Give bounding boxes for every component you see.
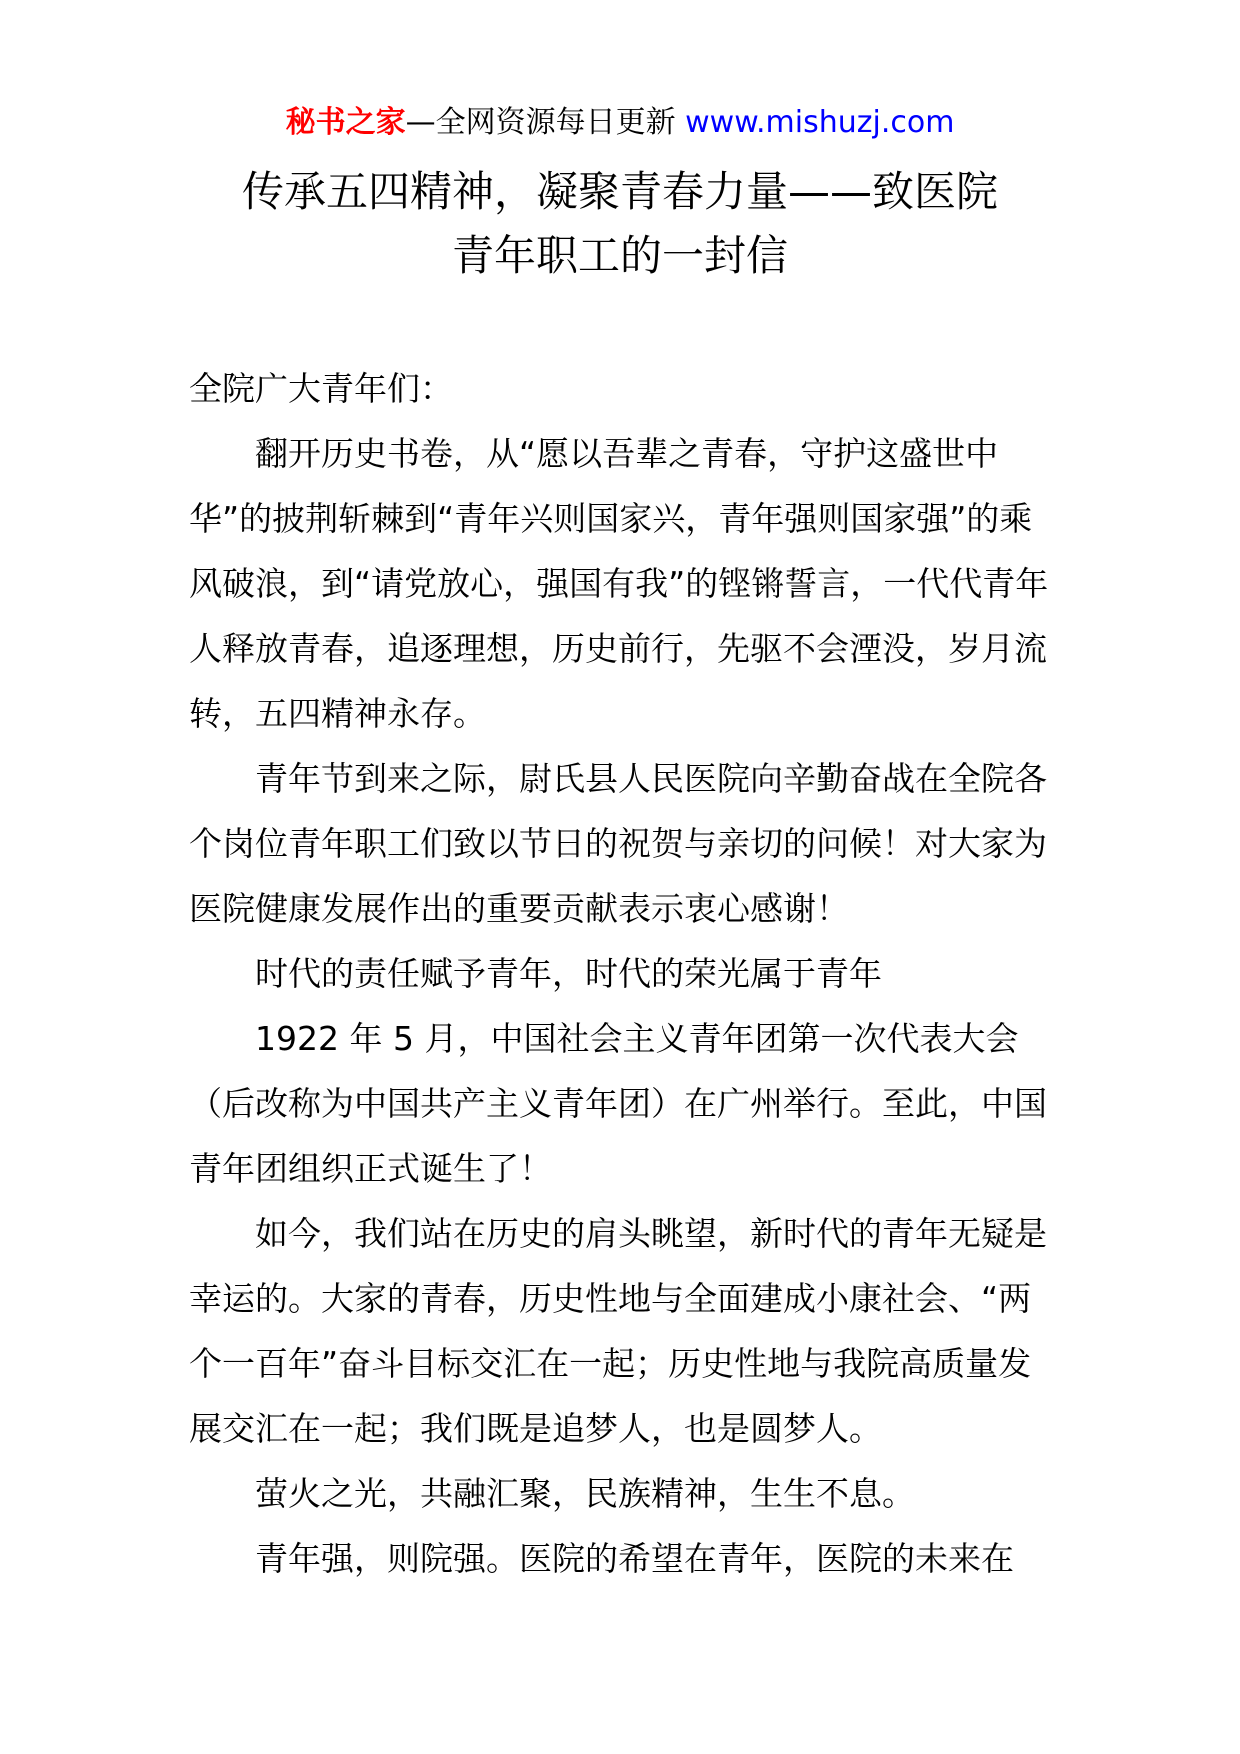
letter-body [189,356,1059,1591]
section-heading-firefly: 萤火之光，共融汇聚，民族精神，生生不息。 [255,1474,915,1513]
site-header [0,101,1240,145]
document-title [0,160,1240,288]
site-url-link[interactable]: www.mishuzj.com [685,105,955,140]
paragraph-history: 翻开历史书卷，从“愿以吾辈之青春，守护这盛世中华”的披荆斩棘到“青年兴则国家兴，青年强则国家强”的乘风破浪，到“请党放心，强国有我”的铿锵誓言，一代代青年人释放青春，追逐理想，历史前行，先驱不会湮没，岁月流转，五四精神永存。 [189,434,1049,733]
paragraph-greetings: 青年节到来之际，尉氏县人民医院向辛勤奋战在全院各个岗位青年职工们致以节日的祝贺与亲切的问候！对大家为医院健康发展作出的重要贡献表示衷心感谢！ [189,759,1047,928]
title-line-1: 传承五四精神，凝聚青春力量——致医院 [241,167,998,216]
header-tagline: —全网资源每日更新 [405,105,686,140]
paragraph-youth-strong: 青年强，则院强。医院的希望在青年，医院的未来在 [255,1539,1014,1578]
brand-name: 秘书之家 [285,105,406,140]
title-line-2: 青年职工的一封信 [451,231,788,280]
paragraph-today: 如今，我们站在历史的肩头眺望，新时代的青年无疑是幸运的。大家的青春，历史性地与全面建成小康社会、“两个一百年”奋斗目标交汇在一起；历史性地与我院高质量发展交汇在一起；我们既是追梦人，也是圆梦人。 [189,1214,1047,1448]
salutation: 全院广大青年们： [189,369,453,408]
section-heading-era: 时代的责任赋予青年，时代的荣光属于青年 [255,954,882,993]
paragraph-1922: 1922 年 5 月，中国社会主义青年团第一次代表大会（后改称为中国共产主义青年团）在广州举行。至此，中国青年团组织正式诞生了！ [189,1019,1047,1188]
